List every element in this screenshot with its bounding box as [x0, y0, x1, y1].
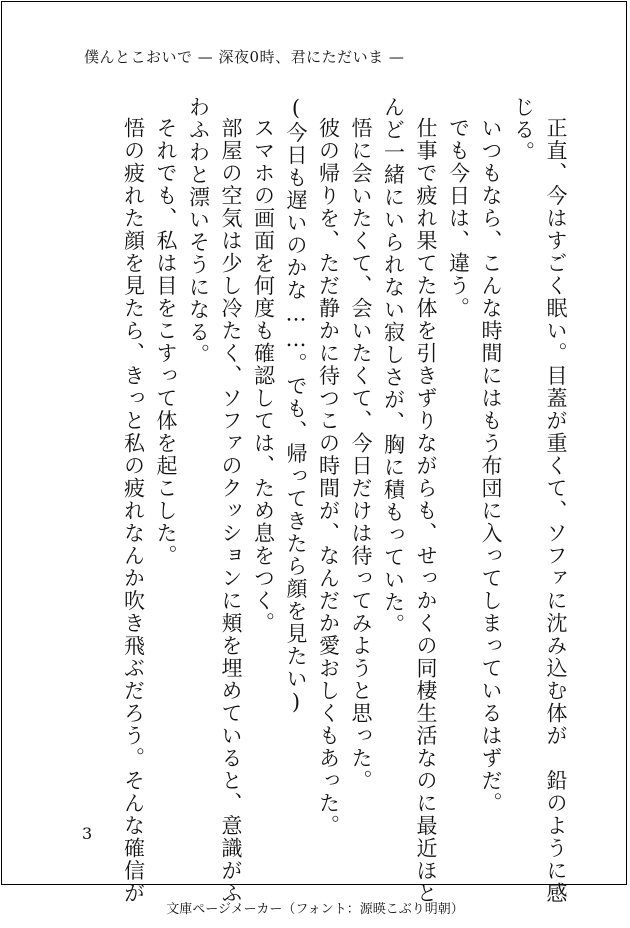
paragraph-line: (今日も遅いのかな……。でも、帰ってきたら顔を見たい) [284, 96, 308, 716]
paragraph-line: 悟の疲れた顔を見たら、きっと私の疲れなんか吹き飛ぶだろう。そんな確信が [121, 117, 146, 905]
paragraph-line: んど一緒にいられない寂しさが、胸に積もっていた。 [381, 96, 406, 636]
paragraph-line: じる。 [511, 96, 536, 164]
running-header: 僕んとこおいで — 深夜0時、君にただいま — [84, 48, 405, 66]
paragraph-line: 悟に会いたくて、会いたくて、今日だけは待ってみようと思った。 [349, 117, 373, 792]
paragraph-line: 正直、今はすごく眠い。目蓋が重くて、ソファに沈み込む体が 鉛のように感 [544, 117, 568, 905]
paragraph-line: 仕事で疲れ果てた体を引きずりながらも、せっかくの同棲生活なのに最近ほと [414, 117, 438, 905]
page-number: 3 [82, 824, 93, 843]
paragraph-line: いつもなら、こんな時間にはもう布団に入ってしまっているはずだ。 [479, 117, 503, 815]
paragraph-line: 部屋の空気は少し冷たく、ソファのクッションに頬を埋めていると、意識がふ [219, 117, 243, 905]
paragraph-line: わふわと漂いそうになる。 [186, 96, 211, 366]
vertical-body-text [117, 96, 572, 905]
paragraph-line: スマホの画面を何度も確認しては、ため息をつく。 [251, 117, 276, 635]
footer-credit: 文庫ページメーカー（フォント：源暎こぶり明朝） [166, 902, 464, 917]
paragraph-line: それでも、私は目をこすって体を起こした。 [154, 117, 178, 567]
paragraph-line: 彼の帰りを、ただ静かに待つこの時間が、なんだか愛おしくもあった。 [316, 117, 341, 837]
paragraph-line: でも今日は、違う。 [446, 117, 471, 320]
